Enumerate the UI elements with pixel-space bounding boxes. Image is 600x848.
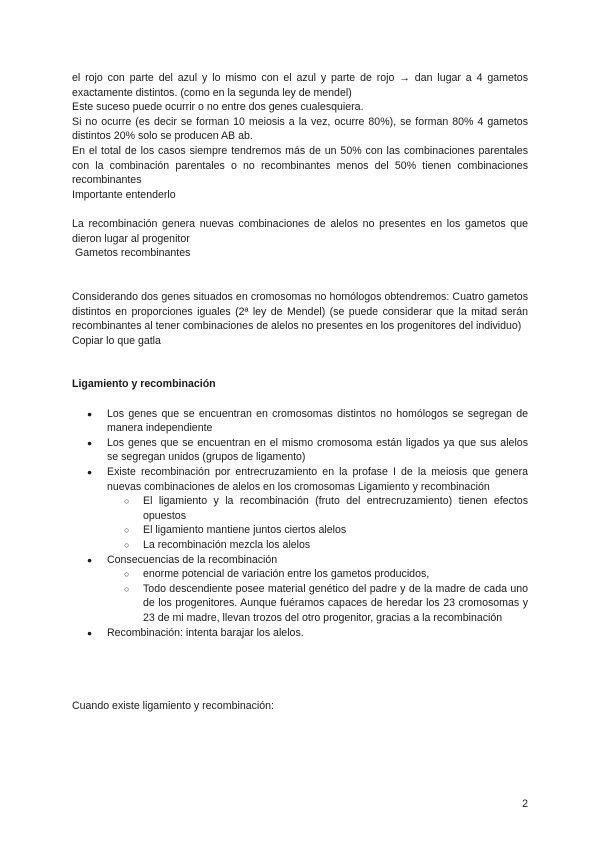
document-page bbox=[72, 71, 528, 713]
sub-list-item: ○ El ligamiento mantiene juntos ciertos alelos bbox=[143, 523, 528, 538]
list-item: ● Existe recombinación por entrecruzamiento en la profase I de la meiosis que genera nuevas combinaciones de alelos en los cromosomas Ligamiento y recombinación ○ El ligamiento y la recombinación (fruto del entrecruzamiento) tienen efectos opuestos ○ El ligamiento mantiene juntos ciertos alelos ○ La recombinación mezcla los alelos bbox=[107, 465, 528, 553]
list-item: ● Recombinación: intenta barajar los alelos. bbox=[107, 626, 528, 641]
paragraph: Importante entenderlo bbox=[72, 188, 176, 201]
bullet-list bbox=[72, 407, 528, 641]
sub-list-item: ○ El ligamiento y la recombinación (fruto del entrecruzamiento) tienen efectos opuestos bbox=[143, 494, 528, 523]
sub-list-item: ○ La recombinación mezcla los alelos bbox=[143, 538, 528, 553]
paragraph: Este suceso puede ocurrir o no entre dos genes cualesquiera. bbox=[72, 101, 364, 114]
page-number: 2 bbox=[522, 798, 528, 810]
paragraph: el rojo con parte del azul y lo mismo con el azul y parte de rojo → dan lugar a 4 gametos exactamente distintos. (como en la segunda ley de mendel) bbox=[72, 72, 528, 99]
list-item: ● Consecuencias de la recombinación ○ enorme potencial de variación entre los gametos producidos, ○ Todo descendiente posee material genético del padre y de la madre de cada uno de los progenitores. Aunque fuéramos capaces de heredar los 23 cromosomas y 23 de mi madre, llevan trozos del otro progenitor, gracias a la recombinación bbox=[107, 553, 528, 626]
closing-line: Cuando existe ligamiento y recombinación: bbox=[72, 699, 274, 712]
section-heading: Ligamiento y recombinación bbox=[72, 378, 216, 391]
list-item: ● Los genes que se encuentran en el mismo cromosoma están ligados ya que sus alelos se segregan unidos (grupos de ligamento) bbox=[107, 436, 528, 465]
list-item: ● Los genes que se encuentran en cromosomas distintos no homólogos se segregan de manera independiente bbox=[107, 407, 528, 436]
sub-list bbox=[107, 567, 528, 625]
paragraph: Considerando dos genes situados en cromosomas no homólogos obtendremos: Cuatro gametos distintos en proporciones iguales (2ª ley de Mendel) (se puede considerar que la mitad serán recombinantes al tener combinaciones de alelos no presentes en los progenitores del individuo) bbox=[72, 290, 528, 333]
paragraph: En el total de los casos siempre tendremos más de un 50% con las combinaciones parentales con la combinación parentales o no recombinantes menos del 50% tienen combinaciones recombinantes bbox=[72, 144, 528, 187]
paragraph: La recombinación genera nuevas combinaciones de alelos no presentes en los gametos que dieron lugar al progenitor bbox=[72, 217, 528, 245]
paragraph: Copiar lo que gatla bbox=[72, 334, 161, 347]
sub-list-item: ○ enorme potencial de variación entre los gametos producidos, bbox=[143, 567, 528, 582]
sub-list-item: ○ Todo descendiente posee material genético del padre y de la madre de cada uno de los progenitores. Aunque fuéramos capaces de heredar los 23 cromosomas y 23 de mi madre, llevan trozos del otro progenitor, gracias a la recombinación bbox=[143, 582, 528, 626]
paragraph: Gametos recombinantes bbox=[75, 247, 191, 260]
paragraph: Si no ocurre (es decir se forman 10 meiosis a la vez, ocurre 80%), se forman 80% 4 gametos distintos 20% solo se producen AB ab. bbox=[72, 115, 528, 143]
sub-list bbox=[107, 494, 528, 552]
